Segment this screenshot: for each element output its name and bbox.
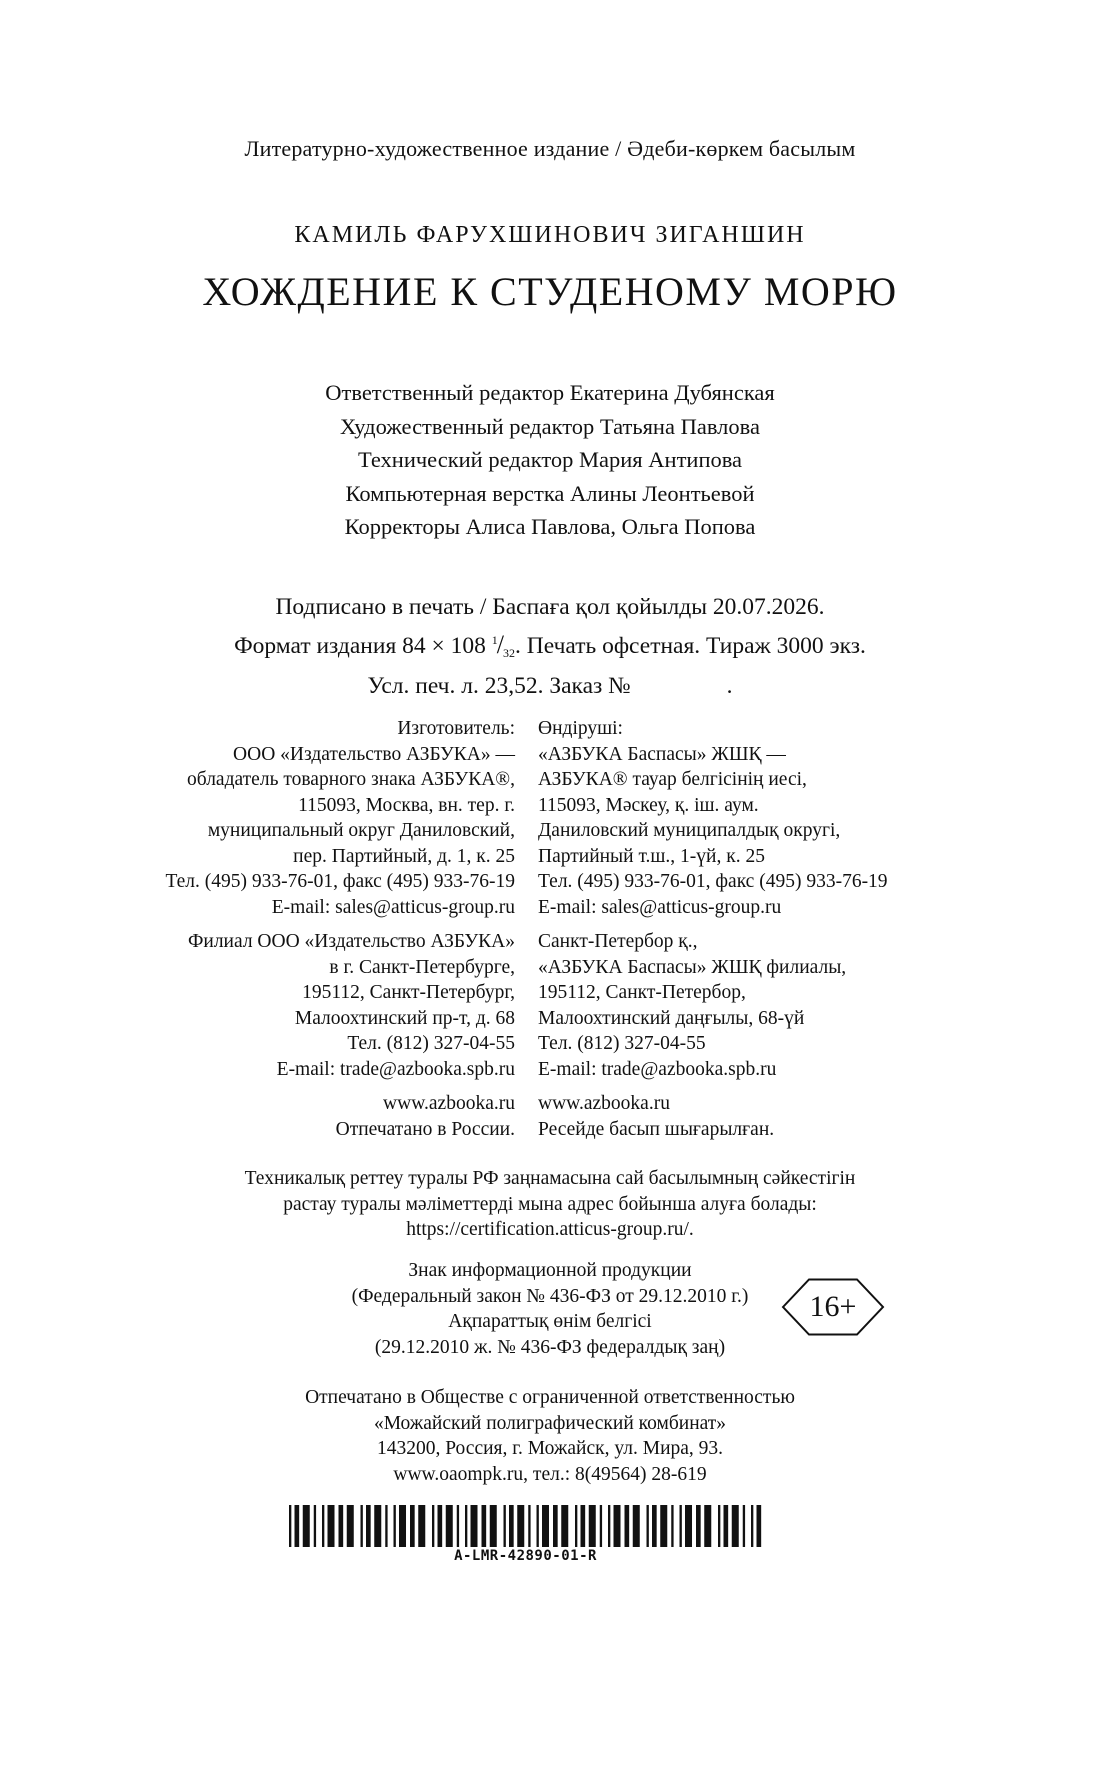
edition-type: Литературно-художественное издание / Әдеби-көркем басылым xyxy=(244,136,856,161)
barcode-bar xyxy=(652,1505,657,1547)
barcode-bar xyxy=(685,1505,692,1547)
sheets-end: . xyxy=(726,673,733,699)
barcode-bar xyxy=(438,1505,443,1547)
info-sign-line: Ақпараттық өнім белгісі xyxy=(448,1311,652,1332)
barcode-bar xyxy=(600,1505,602,1547)
right-line: «АЗБУКА Баспасы» ЖШҚ — xyxy=(538,743,786,765)
barcode-bar xyxy=(724,1505,729,1547)
barcode-bar xyxy=(757,1505,762,1547)
right-group xyxy=(538,929,888,1082)
credit-line: Ответственный редактор Екатерина Дубянская xyxy=(325,380,775,405)
barcode-bar xyxy=(366,1505,371,1547)
barcode-bar xyxy=(322,1505,324,1547)
left-line: в г. Санкт-Петербурге, xyxy=(329,956,515,978)
left-line: 195112, Санкт-Петербург, xyxy=(302,982,515,1003)
barcode-bar xyxy=(509,1505,514,1547)
barcode-bar xyxy=(633,1505,640,1547)
book-title: ХОЖДЕНИЕ К СТУДЕНОМУ МОРЮ xyxy=(202,269,898,314)
printer-line: 143200, Россия, г. Можайск, ул. Мира, 93. xyxy=(376,1438,724,1459)
sheets-line xyxy=(0,670,1100,703)
left-line: пер. Партийный, д. 1, к. 25 xyxy=(293,845,515,867)
left-group xyxy=(165,1091,515,1142)
barcode-bar xyxy=(289,1505,291,1547)
left-line: www.azbooka.ru xyxy=(383,1093,515,1114)
barcode-bar xyxy=(625,1505,630,1547)
left-line: Изготовитель: xyxy=(397,718,515,739)
credit-line: Художественный редактор Татьяна Павлова xyxy=(340,413,760,439)
credit-line: Компьютерная верстка Алины Леонтьевой xyxy=(345,480,755,506)
info-sign-line: Знак информационной продукции xyxy=(408,1260,692,1281)
right-line: Малоохтинский даңғылы, 68-үй xyxy=(538,1007,805,1029)
barcode-bar xyxy=(374,1505,381,1547)
barcode-bar xyxy=(385,1505,387,1547)
left-group xyxy=(165,716,515,920)
barcode-bar xyxy=(542,1505,549,1547)
info-sign-text xyxy=(0,1258,1100,1360)
right-line: Тел. (495) 933-76-01, факс (495) 933-76-19 xyxy=(538,871,888,892)
barcode-bar xyxy=(314,1505,316,1547)
right-line: Өндіруші: xyxy=(538,718,623,739)
barcode-bar xyxy=(614,1505,621,1547)
right-line: E-mail: trade@azbooka.spb.ru xyxy=(538,1058,777,1080)
info-sign-line: (29.12.2010 ж. № 436-ФЗ федералдық заң) xyxy=(374,1336,726,1358)
signed-to-print: Подписано в печать / Баспаға қол қойылды 20.07.2026. xyxy=(275,594,825,620)
fraction-denominator: 32 xyxy=(503,646,515,660)
print-info xyxy=(0,591,1100,703)
left-line: ООО «Издательство АЗБУКА» — xyxy=(233,743,515,765)
barcode-bar xyxy=(394,1505,396,1547)
barcode-bar xyxy=(553,1505,558,1547)
barcode-bar xyxy=(410,1505,415,1547)
barcode-bar xyxy=(418,1505,425,1547)
barcode-image xyxy=(289,1505,762,1547)
credits-block xyxy=(0,376,1100,544)
barcode-bar xyxy=(465,1505,467,1547)
barcode-bar xyxy=(303,1505,310,1547)
age-rating-label: 16+ xyxy=(809,1290,857,1323)
barcode-bar xyxy=(647,1505,649,1547)
barcode-bar xyxy=(732,1505,739,1547)
left-line: Отпечатано в России. xyxy=(335,1118,515,1140)
barcode-bar xyxy=(446,1505,453,1547)
barcode-bar xyxy=(504,1505,506,1547)
barcode-bar xyxy=(561,1505,568,1547)
format-prefix: Формат издания 84 × 108 xyxy=(234,633,492,659)
format-suffix: . Печать офсетная. Тираж 3000 экз. xyxy=(515,633,866,659)
right-line: E-mail: sales@atticus-group.ru xyxy=(538,896,782,918)
barcode-bar xyxy=(361,1505,363,1547)
author-name: КАМИЛЬ ФАРУХШИНОВИЧ ЗИГАНШИН xyxy=(294,222,806,248)
barcode-bar xyxy=(347,1505,354,1547)
printer-line: www.oaompk.ru, тел.: 8(49564) 28-619 xyxy=(393,1463,707,1485)
credit-line: Корректоры Алиса Павлова, Ольга Попова xyxy=(344,514,756,539)
manufacturer-kz xyxy=(538,716,888,1151)
right-group xyxy=(538,1091,888,1142)
right-line: Даниловский муниципалдық округі, xyxy=(538,820,841,841)
age-rating-badge xyxy=(781,1278,885,1336)
barcode-bar xyxy=(537,1505,539,1547)
barcode-bar xyxy=(718,1505,720,1547)
right-line: 115093, Мәскеу, қ. іш. аум. xyxy=(538,794,759,816)
barcode-bar xyxy=(517,1505,524,1547)
certification-block xyxy=(0,1166,1100,1243)
barcode-bar xyxy=(589,1505,596,1547)
barcode-bar xyxy=(471,1505,478,1547)
format-line xyxy=(0,624,1100,670)
barcode-bar xyxy=(490,1505,497,1547)
left-line: E-mail: sales@atticus-group.ru xyxy=(271,896,515,918)
fraction-numerator: 1 xyxy=(491,633,498,647)
right-line: Партийный т.ш., 1-үй, к. 25 xyxy=(538,845,765,867)
barcode-bar xyxy=(671,1505,673,1547)
sheets-order: Усл. печ. л. 23,52. Заказ № xyxy=(367,673,631,699)
right-line: Санкт-Петербор қ., xyxy=(538,931,698,952)
left-group xyxy=(165,929,515,1082)
format-fraction: $^1/_{32}$ xyxy=(491,630,515,660)
info-sign-block xyxy=(0,1258,1100,1370)
printer-line: Отпечатано в Обществе с ограниченной ответственностью xyxy=(305,1387,795,1408)
barcode-bar xyxy=(696,1505,701,1547)
credit-line: Технический редактор Мария Антипова xyxy=(357,447,743,472)
barcode-bar xyxy=(339,1505,344,1547)
manufacturer-ru xyxy=(165,716,515,1151)
certification-url: https://certification.atticus-group.ru/. xyxy=(406,1219,694,1240)
barcode-code: A-LMR-42890-01-R xyxy=(454,1548,597,1564)
right-line: «АЗБУКА Баспасы» ЖШҚ филиалы, xyxy=(538,956,847,978)
left-line: E-mail: trade@azbooka.spb.ru xyxy=(276,1058,515,1080)
left-line: обладатель товарного знака АЗБУКА®, xyxy=(187,769,515,790)
left-line: 115093, Москва, вн. тер. г. xyxy=(298,794,515,816)
certification-line: Техникалық реттеу туралы РФ заңнамасына сай басылымның сәйкестігін xyxy=(244,1168,856,1189)
barcode-bar xyxy=(660,1505,667,1547)
barcode-bar xyxy=(328,1505,335,1547)
left-line: муниципальный округ Даниловский, xyxy=(207,820,515,841)
barcode-bar xyxy=(704,1505,711,1547)
right-line: Ресейде басып шығарылған. xyxy=(538,1118,775,1140)
barcode-bar xyxy=(751,1505,753,1547)
right-group xyxy=(538,716,888,920)
certification-line: растау туралы мәліметтерді мына адрес бойынша алуға болады: xyxy=(283,1193,817,1215)
right-line: www.azbooka.ru xyxy=(538,1093,670,1114)
right-line: АЗБУКА® тауар белгісінің иесі, xyxy=(538,769,807,790)
left-line: Тел. (495) 933-76-01, факс (495) 933-76-19 xyxy=(165,871,515,892)
barcode-bar xyxy=(575,1505,577,1547)
info-sign-line: (Федеральный закон № 436-ФЗ от 29.12.2010 г.) xyxy=(351,1285,749,1307)
left-line: Малоохтинский пр-т, д. 68 xyxy=(294,1007,515,1029)
barcode-bar xyxy=(295,1505,300,1547)
barcode-bar xyxy=(581,1505,586,1547)
barcode-bar xyxy=(482,1505,487,1547)
barcode-bar xyxy=(528,1505,530,1547)
barcode-bar xyxy=(457,1505,459,1547)
left-line: Филиал ООО «Издательство АЗБУКА» xyxy=(187,931,515,952)
barcode-bar xyxy=(743,1505,745,1547)
barcode-bar xyxy=(608,1505,610,1547)
barcode-bar xyxy=(680,1505,682,1547)
printer-block xyxy=(0,1385,1100,1487)
barcode-bar xyxy=(399,1505,406,1547)
printer-line: «Можайский полиграфический комбинат» xyxy=(373,1412,727,1434)
barcode-bar xyxy=(432,1505,434,1547)
left-line: Тел. (812) 327-04-55 xyxy=(347,1033,515,1054)
right-line: Тел. (812) 327-04-55 xyxy=(538,1033,706,1054)
right-line: 195112, Санкт-Петербор, xyxy=(538,982,746,1003)
